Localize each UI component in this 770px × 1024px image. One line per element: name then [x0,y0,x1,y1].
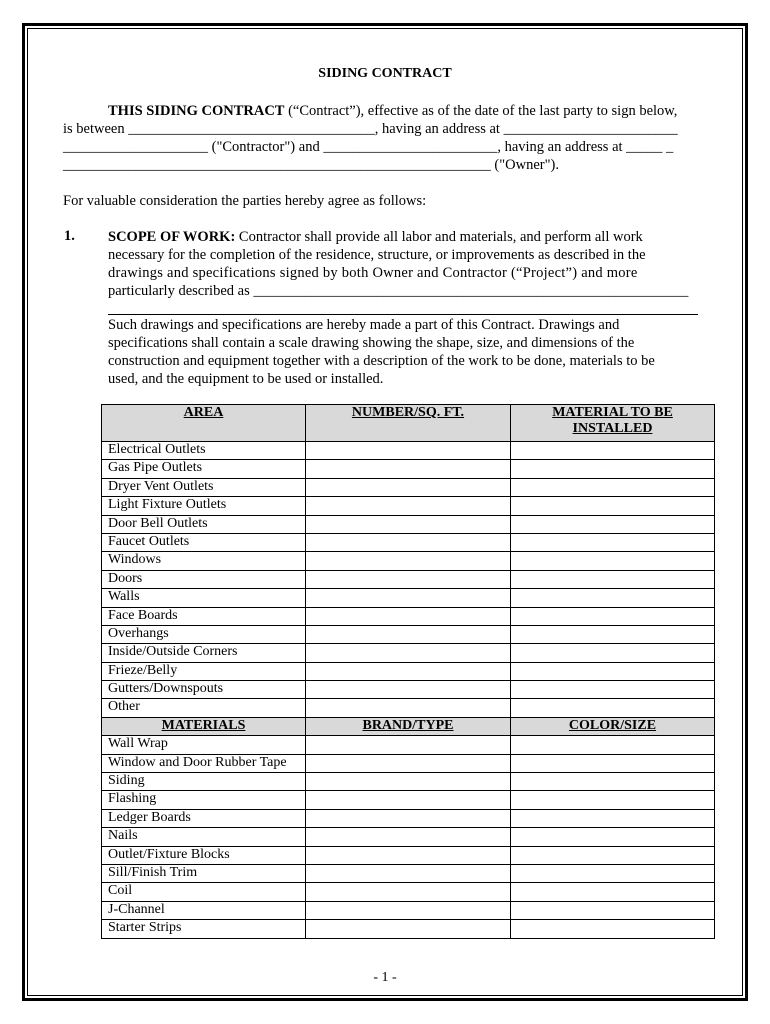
table-row [102,920,715,938]
row-label: Doors [102,570,306,588]
blank-cell[interactable] [511,901,715,919]
row-label: Window and Door Rubber Tape [102,754,306,772]
blank-cell[interactable] [306,570,511,588]
area-table-body [102,442,715,718]
table-row [102,460,715,478]
table-row [102,846,715,864]
row-label: Walls [102,589,306,607]
blank-cell[interactable] [511,460,715,478]
blank-cell[interactable] [511,607,715,625]
blank-cell[interactable] [306,754,511,772]
table-row [102,754,715,772]
table-row [102,644,715,662]
blank-cell[interactable] [511,662,715,680]
table-row [102,901,715,919]
blank-cell[interactable] [306,901,511,919]
blank-cell[interactable] [511,625,715,643]
blank-cell[interactable] [511,846,715,864]
intro-line-4: ___________________________________________________________ ("Owner"). [63,157,559,173]
row-label: Electrical Outlets [102,442,306,460]
row-label: Outlet/Fixture Blocks [102,846,306,864]
intro-contract-name: THIS SIDING CONTRACT [108,103,285,119]
area-table-header-row [102,405,715,442]
intro-line-1-rest: (“Contract”), effective as of the date of the last party to sign below, [284,103,678,119]
blank-cell[interactable] [511,754,715,772]
row-label: Light Fixture Outlets [102,497,306,515]
blank-cell[interactable] [306,791,511,809]
blank-cell[interactable] [511,681,715,699]
blank-cell[interactable] [306,497,511,515]
intro-line-2: is between __________________________________, having an address at ________________________ [63,121,678,137]
section1-line-4: particularly described as ____________________________________________________________ [108,283,689,299]
blank-cell[interactable] [306,736,511,754]
row-label: Frieze/Belly [102,662,306,680]
area-column-header: AREA [102,405,306,442]
blank-cell[interactable] [306,920,511,938]
blank-cell[interactable] [306,773,511,791]
blank-cell[interactable] [306,589,511,607]
row-label: Sill/Finish Trim [102,864,306,882]
row-label: Face Boards [102,607,306,625]
row-label: Starter Strips [102,920,306,938]
table-row [102,883,715,901]
table-row [102,515,715,533]
blank-cell[interactable] [511,809,715,827]
blank-cell[interactable] [511,570,715,588]
blank-cell[interactable] [306,442,511,460]
material-column-header: MATERIAL TO BE INSTALLED [511,405,715,442]
blank-cell[interactable] [511,828,715,846]
row-label: Windows [102,552,306,570]
row-label: Other [102,699,306,717]
materials-table-section [102,717,715,735]
blank-cell[interactable] [511,699,715,717]
blank-cell[interactable] [511,883,715,901]
blank-line [108,314,698,315]
row-label: Gas Pipe Outlets [102,460,306,478]
blank-cell[interactable] [511,497,715,515]
intro-line-1 [108,102,677,120]
table-row [102,791,715,809]
blank-cell[interactable] [511,442,715,460]
table-row [102,699,715,717]
row-label: Wall Wrap [102,736,306,754]
blank-cell[interactable] [306,846,511,864]
blank-cell[interactable] [306,809,511,827]
blank-cell[interactable] [306,533,511,551]
row-label: Flashing [102,791,306,809]
blank-cell[interactable] [306,681,511,699]
consideration-text: For valuable consideration the parties hereby agree as follows: [63,193,427,209]
row-label: Siding [102,773,306,791]
row-label: Nails [102,828,306,846]
table-row [102,773,715,791]
blank-cell[interactable] [306,699,511,717]
row-label: Inside/Outside Corners [102,644,306,662]
document-title: SIDING CONTRACT [318,66,452,81]
page-number: - 1 - [373,970,397,985]
table-row [102,533,715,551]
section1-heading: SCOPE OF WORK: [108,229,236,245]
section1-para2-line-3: construction and equipment together with a description of the work to be done, materials to be [108,353,655,369]
blank-cell[interactable] [306,828,511,846]
table-row [102,662,715,680]
blank-cell[interactable] [511,644,715,662]
blank-cell[interactable] [511,515,715,533]
materials-table-body [102,736,715,938]
blank-cell[interactable] [306,515,511,533]
color-column-header: COLOR/SIZE [511,717,715,735]
row-label: Coil [102,883,306,901]
row-label: Door Bell Outlets [102,515,306,533]
table-row [102,552,715,570]
blank-cell[interactable] [306,478,511,496]
section1-line-2: necessary for the completion of the residence, structure, or improvements as described in the [108,247,646,263]
row-label: Faucet Outlets [102,533,306,551]
table-row [102,809,715,827]
number-column-header: NUMBER/SQ. FT. [306,405,511,442]
section1-para2-line-2: specifications shall contain a scale drawing showing the shape, size, and dimensions of the [108,335,635,351]
table-row [102,864,715,882]
blank-cell[interactable] [511,478,715,496]
blank-cell[interactable] [306,662,511,680]
blank-cell[interactable] [511,864,715,882]
blank-cell[interactable] [511,552,715,570]
table-row [102,828,715,846]
blank-cell[interactable] [306,644,511,662]
blank-cell[interactable] [511,736,715,754]
brand-column-header: BRAND/TYPE [306,717,511,735]
section1-line-1 [108,228,643,246]
table-row [102,607,715,625]
section1-para2-line-4: used, and the equipment to be used or installed. [108,371,384,387]
row-label: Dryer Vent Outlets [102,478,306,496]
section1-line-1-rest: Contractor shall provide all labor and materials, and perform all work [235,229,643,245]
blank-cell[interactable] [306,864,511,882]
row-label: Gutters/Downspouts [102,681,306,699]
table-row [102,442,715,460]
blank-cell[interactable] [306,625,511,643]
blank-cell[interactable] [511,920,715,938]
row-label: Overhangs [102,625,306,643]
section-number: 1. [64,228,75,244]
table-row [102,681,715,699]
materials-table-header-row [102,717,715,735]
section1-line-3: drawings and specifications signed by both Owner and Contractor (“Project”) and more [108,265,638,281]
table-row [102,478,715,496]
table-row [102,625,715,643]
table-row [102,497,715,515]
blank-cell[interactable] [511,589,715,607]
row-label: J-Channel [102,901,306,919]
blank-cell[interactable] [306,460,511,478]
table-row [102,736,715,754]
materials-column-header: MATERIALS [102,717,306,735]
section1-para2-line-1: Such drawings and specifications are hereby made a part of this Contract. Drawings and [108,317,620,333]
blank-cell[interactable] [511,533,715,551]
area-table [101,404,715,939]
row-label: Ledger Boards [102,809,306,827]
blank-cell[interactable] [306,552,511,570]
blank-cell[interactable] [306,883,511,901]
intro-line-3: ____________________ ("Contractor") and ________________________, having an address at _____ _ [63,139,674,155]
table-row [102,570,715,588]
blank-cell[interactable] [511,791,715,809]
blank-cell[interactable] [511,773,715,791]
table-row [102,589,715,607]
blank-cell[interactable] [306,607,511,625]
